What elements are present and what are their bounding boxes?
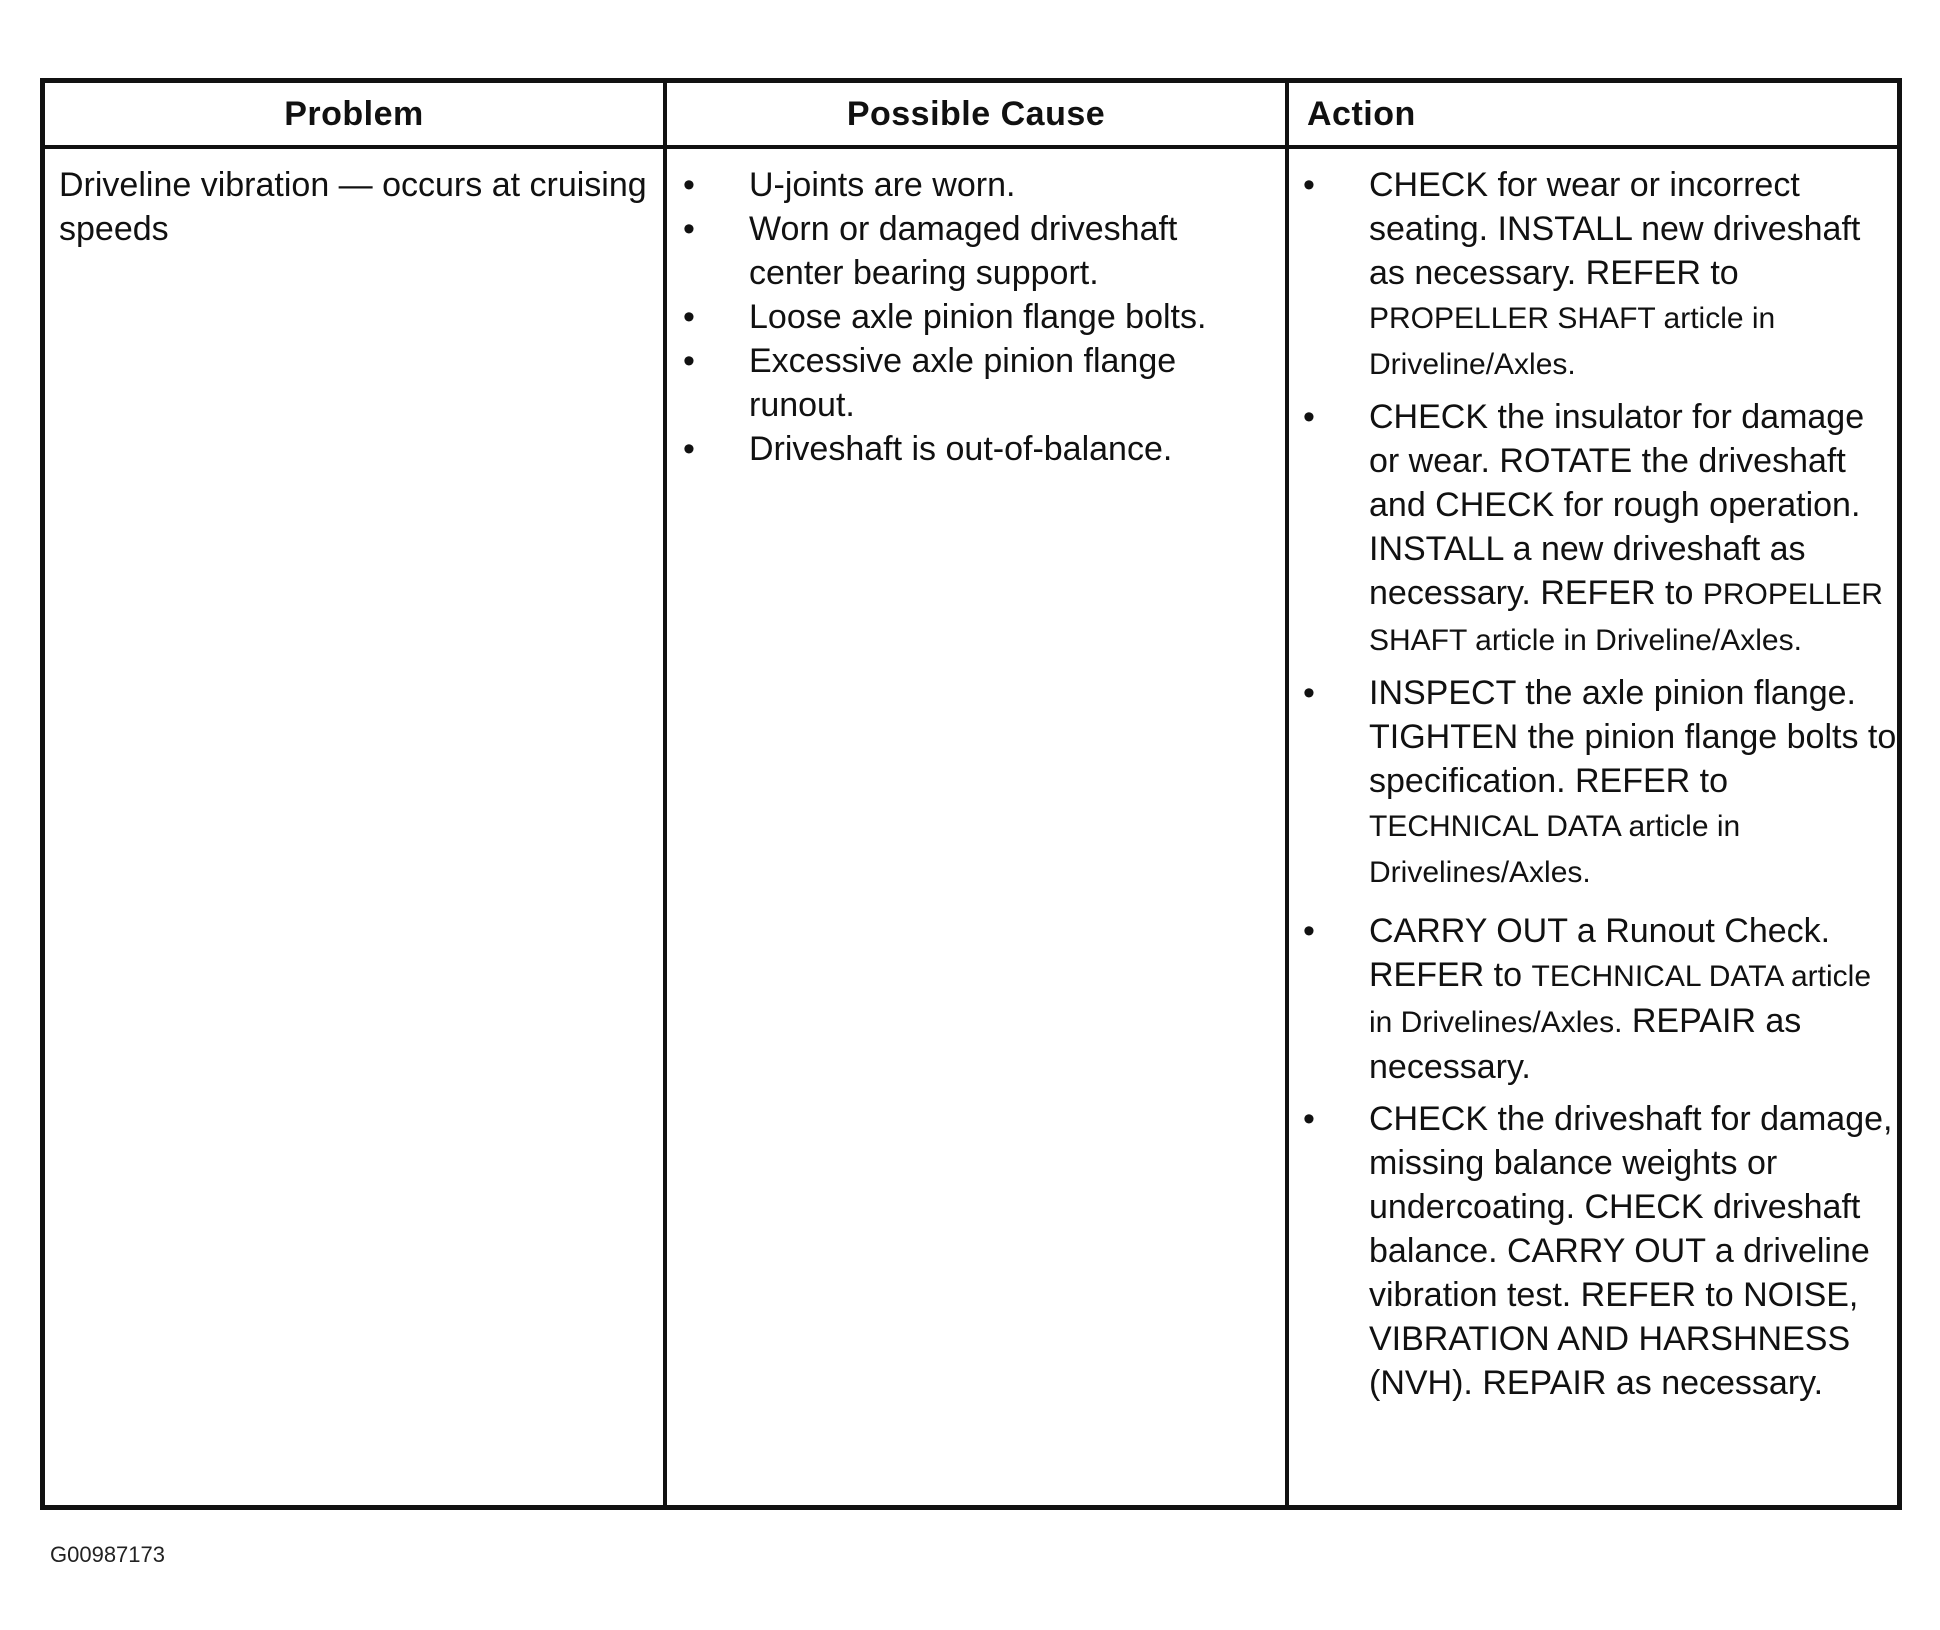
cause-text: Loose axle pinion flange bolts. bbox=[749, 298, 1207, 336]
list-item bbox=[1299, 163, 1897, 387]
bullet-icon: • bbox=[683, 430, 695, 468]
action-reference: PROPELLER SHAFT article in Driveline/Axles. bbox=[1369, 302, 1776, 381]
cause-text: Worn or damaged driveshaft center bearing support. bbox=[749, 210, 1178, 292]
action-list bbox=[1299, 163, 1897, 1405]
header-problem: Problem bbox=[284, 95, 424, 133]
bullet-icon: • bbox=[1303, 912, 1315, 950]
action-text: CHECK the driveshaft for damage, missing balance weights or undercoating. CHECK driveshaft balance. CARRY OUT a driveline vibration test. REFER to NOISE, VIBRATION AND HARSHNESS (NVH). REPAIR as necessary. bbox=[1369, 1100, 1893, 1402]
list-item bbox=[679, 163, 1279, 207]
list-item bbox=[679, 339, 1279, 427]
problem-cell: Driveline vibration — occurs at cruising speeds bbox=[59, 166, 647, 248]
column-divider bbox=[663, 83, 667, 1505]
action-cell bbox=[1299, 163, 1897, 1413]
bullet-icon: • bbox=[1303, 166, 1315, 204]
list-item bbox=[1299, 909, 1897, 1089]
bullet-icon: • bbox=[683, 210, 695, 248]
action-text: INSPECT the axle pinion flange. TIGHTEN the pinion flange bolts to specification. REFER to bbox=[1369, 674, 1897, 800]
troubleshooting-table bbox=[40, 78, 1902, 1510]
bullet-icon: • bbox=[1303, 1100, 1315, 1138]
bullet-icon: • bbox=[683, 342, 695, 380]
action-reference: TECHNICAL DATA article in Drivelines/Axles. bbox=[1369, 960, 1872, 1039]
action-text: CHECK for wear or incorrect seating. INSTALL new driveshaft as necessary. REFER to bbox=[1369, 166, 1861, 292]
column-divider bbox=[1285, 83, 1289, 1505]
cause-text: U-joints are worn. bbox=[749, 166, 1016, 204]
action-tail: REPAIR as necessary. bbox=[1369, 1002, 1802, 1086]
bullet-icon: • bbox=[1303, 674, 1315, 712]
action-reference: TECHNICAL DATA article in Drivelines/Axles. bbox=[1369, 810, 1741, 889]
header-action: Action bbox=[1307, 95, 1416, 133]
header-possible-cause: Possible Cause bbox=[846, 95, 1106, 133]
cause-list bbox=[679, 163, 1279, 471]
list-item bbox=[1299, 671, 1897, 895]
cause-text: Driveshaft is out-of-balance. bbox=[749, 430, 1173, 468]
action-reference: PROPELLER SHAFT article in Driveline/Axles. bbox=[1369, 578, 1883, 657]
list-item bbox=[1299, 1097, 1897, 1405]
bullet-icon: • bbox=[1303, 398, 1315, 436]
list-item bbox=[679, 427, 1279, 471]
list-item bbox=[679, 295, 1279, 339]
table-header-row bbox=[45, 83, 1897, 149]
action-text: CHECK the insulator for damage or wear. ROTATE the driveshaft and CHECK for rough operation. INSTALL a new driveshaft as necessary. REFER to bbox=[1369, 398, 1865, 612]
figure-id: G00987173 bbox=[50, 1542, 165, 1567]
possible-cause-cell bbox=[679, 163, 1279, 471]
list-item bbox=[1299, 395, 1897, 663]
bullet-icon: • bbox=[683, 298, 695, 336]
cause-text: Excessive axle pinion flange runout. bbox=[749, 342, 1177, 424]
list-item bbox=[679, 207, 1279, 295]
bullet-icon: • bbox=[683, 166, 695, 204]
action-text: CARRY OUT a Runout Check. REFER to bbox=[1369, 912, 1831, 994]
